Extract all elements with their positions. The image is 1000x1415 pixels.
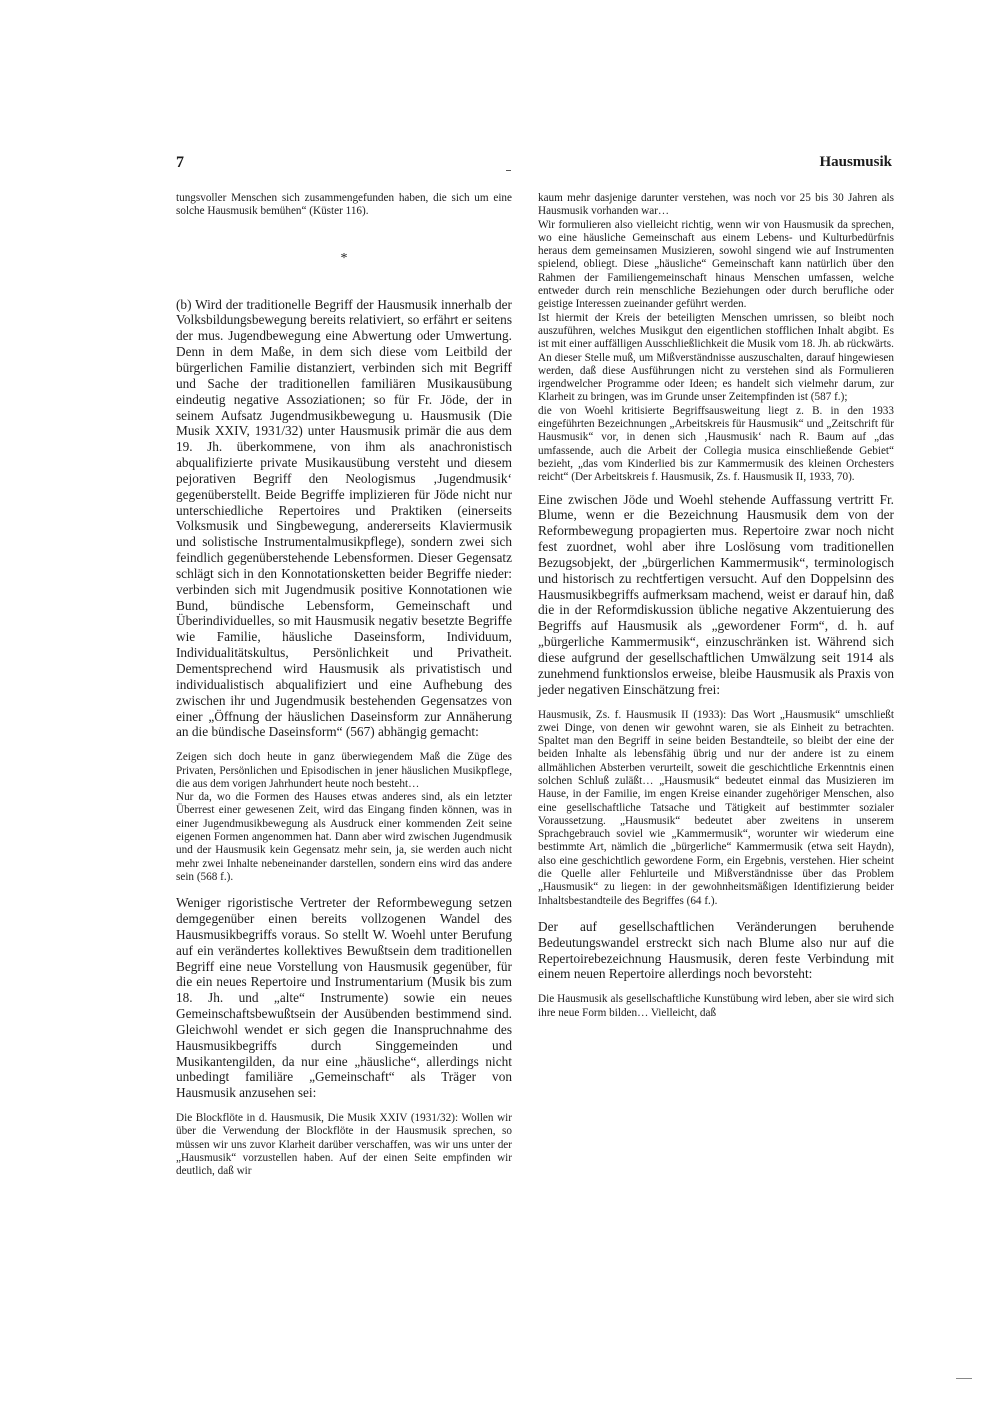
left-paragraph-1: tungsvoller Menschen sich zusammengefunden haben, die sich um eine solche Hausmusik bemühen“ (Küster 116). (176, 192, 512, 218)
left-quote-2: Nur da, wo die Formen des Hauses etwas anderes sind, als ein letzter Überrest einer gewesenen Zeit, wird das Eingang finden können, was in einer Jugendmusikbewegung als Ausdruck einer kommenden Zeit seine eigenen Formen angenommen hat. Dann aber wird zwischen Jugendmusik und der Hausmusik kein Gegensatz mehr sein, ja, sie werden auch nicht mehr zwei Inhalte nebeneinander darstellen, sondern eins wird das andere sein (568 f.). (176, 791, 512, 883)
right-paragraph-2: Der auf gesellschaftlichen Veränderungen beruhende Bedeutungswandel erstreckt sich nach Blume also nur auf die Repertoirebezeichnung Hausmusik, deren feste Verbindung mit einem neuen Repertoire allerdings noch bevorsteht: (538, 918, 894, 982)
right-quote-7: Die Hausmusik als gesellschaftliche Kunstübung wird leben, aber sie wird sich ihre neue Form bilden… Vielleicht, daß (538, 993, 894, 1019)
left-quote-3: Die Blockflöte in d. Hausmusik, Die Musik XXIV (1931/32): Wollen wir über die Verwendung der Blockflöte in der Hausmusik sprechen, so müssen wir uns zuvor Klarheit darüber verschaffen, was wir uns unter der „Hausmusik“ vorzustellen haben. Auf der einen Seite empfinden wir deutlich, daß wir (176, 1112, 512, 1178)
right-paragraph-1: Eine zwischen Jöde und Woehl stehende Auffassung vertritt Fr. Blume, wenn er die Bezeichnung Hausmusik dem von der Reformbewegung propagierten mus. Repertoire zwar noch nicht fest zuordnet, wohl aber ihre Loslösung vom traditionellen Bezugsobjekt, der „bürgerlichen Kammermusik“, terminologisch und historisch zu rechtfertigen versucht. Auf den Doppelsinn des Hausmusikbegriffs aufmerksam machend, weist er darauf hin, daß die in der Reformdiskussion übliche negative Akzentuierung des Begriffs auf Hausmusik als „gewordener Form“, d. h. auf „bürgerliche Kammermusik“, einzuschränken ist. Während sich diese aufgrund der gesellschaftlichen Umwälzung seit 1914 als zunehmend funktionslos erweise, bleibe Hausmusik als Praxis von jeder negativen Einschätzung frei: (538, 491, 894, 697)
left-paragraph-2: (b) Wird der traditionelle Begriff der Hausmusik innerhalb der Volksbildungsbewegung bereits relativiert, so erfährt er seitens der mus. Jugendbewegung eine Abwertung oder Umwertung. Denn in dem Maße, in dem sich diese vom Leitbild der bürgerlichen Familie distanziert, verbinden sich mit Begriff und Sache der traditionellen familiären Musikausübung eindeutig negative Assoziationen; so für Fr. Jöde, der in seinem Aufsatz Jugendmusikbewegung u. Hausmusik (Die Musik XXIV, 1931/32) unter Hausmusik primär die aus dem 19. Jh. überkommene, von ihm als anachronistisch abqualifizierte private Musikausübung versteht und diesem pejorativen Begriff den Neologismus ‚Jugendmusik‘ gegenüberstellt. Beide Begriffe implizieren für Jöde nicht nur unterschiedliche Repertoires und Praktiken (einerseits Volksmusik und Singbewegung, andererseits Klaviermusik und solistische Instrumentalmusikpflege), sondern zwei sich feindlich gegenüberstehende Lebensformen. Dieser Gegensatz schlägt sich in den Konnotationsketten beider Begriffe nieder: verbinden sich mit Jugendmusik positive Konnotationen wie Bund, bündische Lebensform, Gemeinschaft und Überindividuelles, so mit Hausmusik negativ besetzte Begriffe wie Familie, häusliche Daseinsform, Individuum, Individualitätskultus, Persönlichkeit und Privatheit. Dementsprechend wird Hausmusik als privatistisch und individualistisch abqualifiziert und eine Aufhebung des zwischen ihr und Jugendmusik bestehenden Gegensatzes von einer „Öffnung der häuslichen Daseinsform zur Annäherung an die bündische Daseinsform“ (567) abhängig gemacht: (176, 296, 512, 740)
right-quote-3: Ist hiermit der Kreis der beteiligten Menschen umrissen, so bleibt noch auszuführen, welches Musikgut den eigentlichen stofflichen Inhalt abgibt. Es ist mit einer auffälligen Ausschließlichkeit die Musik vom 18. Jh. ab rückwärts. (538, 311, 894, 351)
header-mark (506, 170, 511, 171)
left-quote-1: Zeigen sich doch heute in ganz überwiegendem Maß die Züge des Privaten, Persönlichen und Episodischen in jener häuslichen Musikpflege, die aus dem vorigen Jahrhundert heute noch besteht… (176, 751, 512, 790)
right-column (538, 192, 894, 1020)
right-quote-1: kaum mehr dasjenige darunter verstehen, was noch vor 25 bis 30 Jahren als Hausmusik vorhanden war… (538, 192, 894, 218)
page-number: 7 (176, 154, 184, 171)
right-quote-6: Hausmusik, Zs. f. Hausmusik II (1933): Das Wort „Hausmusik“ umschließt zwei Dinge, von denen wir gewohnt waren, sie als Einheit zu betrachten. Spaltet man den Begriff in seine beiden Bestandteile, so bleibt der eine der beiden Inhalte als lebensfähig übrig und nur der andere ist zu einem allmählichen Absterben verurteilt, soweit die geschichtliche Erkenntnis einen solchen Schluß zuläßt… „Hausmusik“ bedeutet einmal das Musizieren im Hause, in der Familie, im engen Kreise einander zugehöriger Menschen, also eine gesellschaftliche Tatsache und Tätigkeit auf bestimmter sozialer Voraussetzung. „Hausmusik“ bedeutet aber zweitens in unserem Sprachgebrauch soviel wie „Kammermusik“, worunter wir wiederum eine bestimmte Art, nämlich die „bürgerliche“ Kammermusik (etwa seit Haydn), also eine geschichtlich gewordene Form, ein Ergebnis, verstehen. Hier scheint die Quelle aller Fehlurteile und Mißverständnisse über das Problem „Hausmusik“ zu liegen: in der gewohnheitsmäßigen Identifizierung beider Inhaltsbestandteile des Begriffes (64 f.). (538, 708, 894, 907)
right-quote-2: Wir formulieren also vielleicht richtig, wenn wir von Hausmusik da sprechen, wo eine häusliche Gemeinschaft aus einem Lebens- und Kulturbedürfnis heraus dem gemeinsamen Musizieren, sowohl singend wie auf Instrumenten spielend, obliegt. Diese „häusliche“ Gemeinschaft kann natürlich über den Rahmen der Familiengemeinschaft hinaus Menschen umfassen, welche entweder durch rein menschliche Beziehungen oder durch berufliche oder geistige Interessen zueinander geführt werden. (538, 218, 894, 311)
section-title: Hausmusik (819, 154, 892, 170)
right-quote-4: An dieser Stelle muß, um Mißverständnisse auszuschalten, darauf hingewiesen werden, daß diese Ausführungen nicht zu verstehen sind als Formulieren irgendwelcher Programme oder Ideen; es handelt sich vielmehr darum, zur Klarheit zu bringen, was im Grunde unser Zeitempfinden ist (587 f.); (538, 351, 894, 404)
scan-mark (956, 1378, 972, 1379)
left-column (176, 192, 512, 1179)
right-quote-5: die von Woehl kritisierte Begriffsausweitung liegt z. B. in den 1933 eingeführten Bezeichnungen „Arbeitskreis für Hausmusik“ und „Zeitschrift für Hausmusik“ vor, in denen sich ‚Hausmusik‘ nach R. Baum auf „das umfassende, auch die Arbeit der Collegia musica einschließende Gebiet“ bezieht, „das vom Kinderlied bis zur Kammermusik des kleinen Orchesters reicht“ (Der Arbeitskreis f. Hausmusik, Zs. f. Hausmusik II, 1933, 70). (538, 404, 894, 484)
section-separator: * (340, 250, 348, 266)
left-paragraph-3: Weniger rigoristische Vertreter der Reformbewegung setzen demgegenüber einen bereits vollzogenen Wandel des Hausmusikbegriffs voraus. So stellt W. Woehl unter Berufung auf ein verändertes kollektives Bewußtsein dem traditionellen Begriff eine neue Vorstellung von Hausmusik gegenüber, für die ein neues Repertoire und Instrumentarium (Musik bis zum 18. Jh. und „alte“ Instrumente) sowie ein neues Gemeinschaftsbewußtsein der Ausübenden bestimmend sind. Gleichwohl wendet er sich gegen die Inanspruchnahme des Hausmusikbegriffs durch Singgemeinden und Musikantengilden, da nur eine „häusliche“, allerdings nicht unbedingt familiäre „Gemeinschaft“ als Träger von Hausmusik anzusehen sei: (176, 895, 512, 1101)
